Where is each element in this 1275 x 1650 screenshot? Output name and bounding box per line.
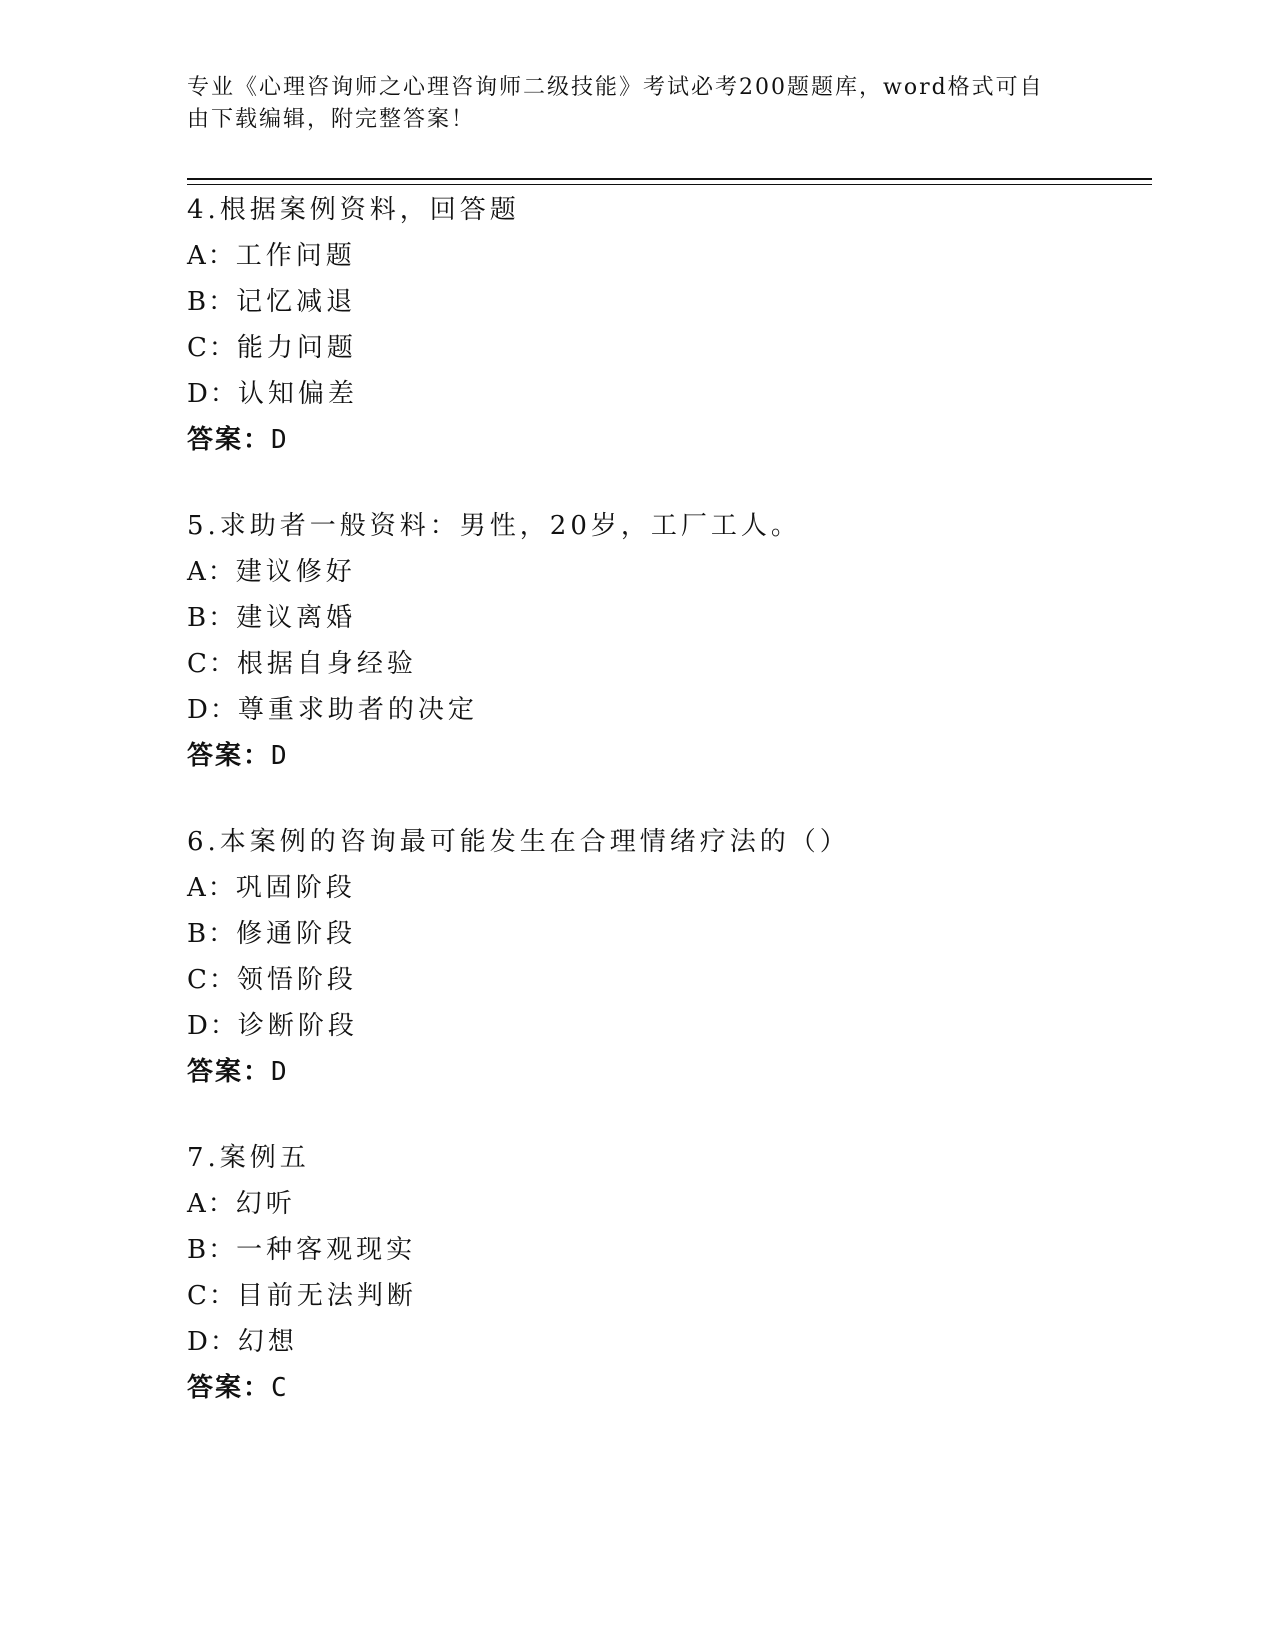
header-divider-thick [187, 178, 1152, 180]
header-line-2: 由下载编辑，附完整答案！ [187, 107, 476, 132]
answer-value: D [271, 741, 289, 771]
option-d [187, 371, 1152, 417]
option-a [187, 1181, 1152, 1227]
answer-line [187, 417, 1152, 463]
option-letter: D： [187, 379, 238, 409]
option-a [187, 233, 1152, 279]
option-text: 建议修好 [235, 557, 356, 587]
option-text: 领悟阶段 [236, 965, 357, 995]
answer-value: C [271, 1373, 289, 1403]
option-b [187, 911, 1152, 957]
option-letter: A： [187, 557, 236, 587]
option-text: 诊断阶段 [237, 1011, 358, 1041]
option-b [187, 595, 1152, 641]
option-letter: C： [187, 333, 237, 363]
option-a [187, 865, 1152, 911]
option-letter: A： [187, 241, 236, 271]
option-b [187, 1227, 1152, 1273]
option-c [187, 325, 1152, 371]
option-text: 巩固阶段 [235, 873, 356, 903]
option-d [187, 1003, 1152, 1049]
question-5 [187, 503, 1152, 779]
option-c [187, 1273, 1152, 1319]
option-letter: B： [187, 603, 237, 633]
option-c [187, 641, 1152, 687]
option-a [187, 549, 1152, 595]
option-letter: A： [187, 1189, 236, 1219]
header-divider-thin [187, 184, 1152, 185]
question-7 [187, 1135, 1152, 1411]
document-header [187, 72, 1067, 136]
option-c [187, 957, 1152, 1003]
option-letter: B： [187, 1235, 237, 1265]
answer-line [187, 1365, 1152, 1411]
question-4 [187, 187, 1152, 463]
answer-label: 答案： [187, 741, 272, 771]
option-letter: C： [187, 965, 237, 995]
option-d [187, 687, 1152, 733]
option-text: 记忆减退 [236, 287, 357, 317]
question-text: 4.根据案例资料，回答题 [187, 195, 520, 225]
question-text: 5.求助者一般资料：男性，20岁，工厂工人。 [187, 511, 801, 541]
answer-value: D [271, 425, 289, 455]
question-text: 7.案例五 [187, 1143, 310, 1173]
option-letter: B： [187, 287, 237, 317]
header-line-1: 专业《心理咨询师之心理咨询师二级技能》考试必考200题题库，word格式可自 [187, 75, 1044, 100]
option-letter: D： [187, 1327, 238, 1357]
option-text: 能力问题 [236, 333, 357, 363]
option-text: 修通阶段 [236, 919, 357, 949]
answer-label: 答案： [187, 425, 272, 455]
option-b [187, 279, 1152, 325]
option-text: 建议离婚 [236, 603, 357, 633]
option-text: 根据自身经验 [236, 649, 417, 679]
answer-line [187, 1049, 1152, 1095]
option-text: 工作问题 [235, 241, 356, 271]
option-letter: C： [187, 649, 237, 679]
question-6 [187, 819, 1152, 1095]
answer-label: 答案： [187, 1373, 272, 1403]
option-d [187, 1319, 1152, 1365]
option-letter: B： [187, 919, 237, 949]
question-list [187, 187, 1152, 1451]
option-text: 认知偏差 [237, 379, 358, 409]
option-letter: C： [187, 1281, 237, 1311]
option-text: 尊重求助者的决定 [237, 695, 478, 725]
option-text: 幻想 [237, 1327, 298, 1357]
answer-label: 答案： [187, 1057, 272, 1087]
option-text: 幻听 [235, 1189, 296, 1219]
option-letter: D： [187, 695, 238, 725]
answer-value: D [271, 1057, 289, 1087]
option-text: 一种客观现实 [236, 1235, 417, 1265]
question-text: 6.本案例的咨询最可能发生在合理情绪疗法的（） [187, 827, 850, 857]
option-letter: D： [187, 1011, 238, 1041]
answer-line [187, 733, 1152, 779]
option-text: 目前无法判断 [236, 1281, 417, 1311]
option-letter: A： [187, 873, 236, 903]
